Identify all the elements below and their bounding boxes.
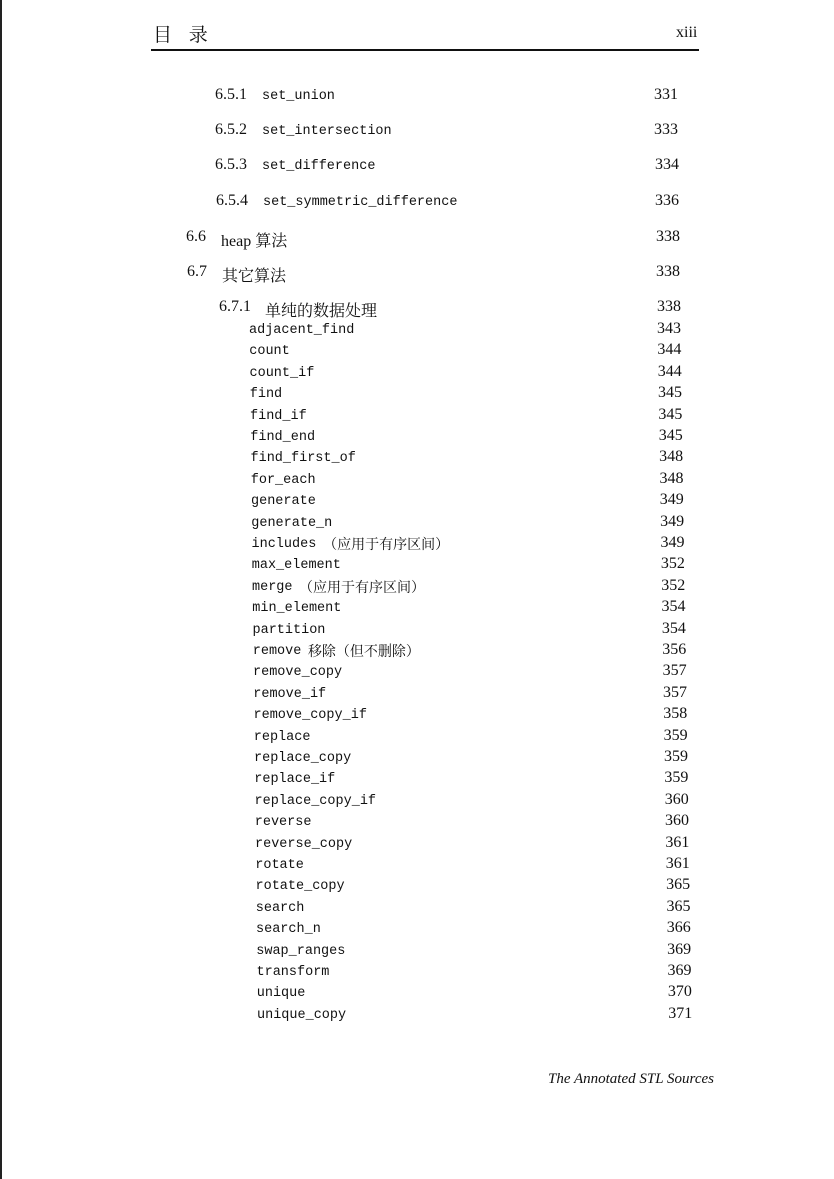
toc-item-partition[interactable] [0,620,834,642]
item-name: search_n [256,922,321,938]
item-page: 366 [666,919,691,937]
item-name: rotate_copy [255,879,345,895]
item-name: min_element [252,601,342,617]
item-name: find_first_of [250,451,356,467]
item-name: swap_ranges [256,943,346,959]
toc-item-remove-copy-if[interactable] [0,705,834,727]
item-page: 357 [662,662,687,680]
toc-item-includes[interactable] [0,534,834,556]
item-name: replace_copy_if [254,793,377,809]
item-page: 343 [657,320,681,337]
entry-page: 338 [657,298,681,315]
toc-item-replace-copy-if[interactable] [0,791,834,813]
item-name: remove [252,644,302,659]
entry-number: 6.5.2 [215,121,247,138]
item-page: 369 [667,940,692,958]
toc-item-adjacent-find[interactable] [0,320,834,342]
item-name: find [249,387,283,403]
toc-item-replace[interactable] [0,727,834,749]
toc-entry-6-6[interactable] [0,228,834,250]
item-page: 371 [668,1004,693,1022]
item-name: count_if [249,365,315,381]
entry-title: 其它算法 [222,268,287,285]
entry-page: 334 [655,156,679,173]
entry-page: 338 [656,228,680,245]
item-name: remove_if [253,686,327,702]
item-page: 344 [657,362,682,380]
item-note-wrap [323,534,449,554]
item-page: 359 [663,726,688,744]
toc-item-merge[interactable] [0,577,834,599]
item-page: 354 [661,619,686,637]
item-name: count [249,344,290,360]
toc-item-transform[interactable] [0,962,834,984]
toc-item-for-each[interactable] [0,470,834,492]
toc-item-count-if[interactable] [0,363,834,385]
item-name: reverse [254,815,312,831]
entry-title: heap 算法 [221,233,288,250]
item-note: （应用于有序区间） [299,580,425,596]
toc-item-find-first-of[interactable] [0,448,834,470]
item-name: includes [251,537,317,552]
item-page: 349 [660,512,685,530]
entry-number: 6.6 [186,228,206,245]
item-name: unique_copy [257,1007,347,1023]
item-page: 359 [664,769,689,787]
item-name: find_end [250,430,316,445]
toc-item-search[interactable] [0,898,834,920]
header-rule [151,49,699,51]
item-page: 358 [663,705,688,723]
item-note: 移除（但不删除） [307,645,420,660]
toc-item-replace-if[interactable] [0,769,834,791]
toc-entry-6-5-4[interactable] [0,192,834,214]
toc-entry-6-5-3[interactable] [0,156,834,178]
item-page: 345 [658,427,683,444]
item-name: find_if [250,408,307,424]
item-page: 348 [659,448,684,466]
toc-item-min-element[interactable] [0,598,834,620]
item-note: （应用于有序区间） [323,538,450,553]
entry-number: 6.5.4 [216,192,248,209]
item-name: replace [253,729,311,745]
entry-number: 6.5.3 [215,156,247,173]
item-name: remove_copy [253,665,343,681]
item-page: 370 [667,983,692,1001]
entry-page: 336 [655,192,679,209]
item-name: rotate [255,858,304,873]
item-page: 349 [659,491,684,509]
toc-item-remove-copy[interactable] [0,662,834,684]
item-page: 354 [661,598,686,616]
toc-item-generate-n[interactable] [0,513,834,535]
item-page: 360 [665,812,690,830]
item-name: max_element [251,558,341,574]
item-page: 352 [661,576,686,594]
item-page: 361 [665,833,690,851]
item-page: 369 [667,962,692,979]
toc-item-reverse-copy[interactable] [0,834,834,856]
toc-item-count[interactable] [0,341,834,363]
entry-page: 338 [656,263,680,280]
toc-entry-6-5-2[interactable] [0,121,834,143]
toc-item-swap-ranges[interactable] [0,941,834,963]
toc-item-unique-copy[interactable] [0,1005,834,1027]
toc-entry-6-7[interactable] [0,263,834,285]
entry-title: set_union [262,89,335,104]
item-page: 348 [659,469,684,487]
toc-item-reverse[interactable] [0,812,834,834]
entry-page: 333 [654,121,678,138]
item-name: search [255,900,305,916]
item-name: for_each [250,472,316,488]
toc-entry-6-7-1[interactable] [0,298,834,320]
item-name: transform [256,965,330,980]
toc-item-rotate[interactable] [0,855,834,877]
item-page: 360 [664,790,689,808]
entry-number: 6.7 [187,263,207,280]
toc-item-unique[interactable] [0,983,834,1005]
entry-number: 6.5.1 [215,86,247,103]
toc-item-find-if[interactable] [0,406,834,428]
item-name: generate [251,494,316,510]
entry-title: 单纯的数据处理 [265,303,378,320]
item-name: unique [256,986,306,1002]
item-name: replace_copy [254,751,352,766]
item-page: 352 [660,555,685,573]
item-page: 345 [658,384,683,402]
item-page: 345 [658,405,683,423]
item-name: reverse_copy [255,836,353,852]
entry-title: set_difference [262,159,376,174]
toc-item-rotate-copy[interactable] [0,876,834,898]
toc-item-find[interactable] [0,384,834,406]
toc-item-max-element[interactable] [0,555,834,577]
toc-item-remove-if[interactable] [0,684,834,706]
item-note-wrap [299,577,425,597]
toc-item-generate[interactable] [0,491,834,513]
toc-entry-6-5-1[interactable] [0,86,834,108]
item-page: 356 [662,641,687,658]
item-name: replace_if [254,772,336,788]
item-name: remove_copy_if [253,708,367,724]
item-page: 365 [666,876,691,894]
toc-item-search-n[interactable] [0,919,834,941]
item-name: generate_n [251,515,333,531]
entry-title: set_symmetric_difference [263,195,458,210]
item-name: adjacent_find [249,323,355,338]
item-page: 344 [657,341,682,359]
footer-book-title: The Annotated STL Sources [548,1071,714,1087]
toc-item-find-end[interactable] [0,427,834,449]
item-page: 361 [665,855,690,872]
item-page: 357 [662,683,687,701]
item-name: partition [252,622,326,638]
item-page: 365 [666,897,691,915]
toc-item-remove[interactable] [0,641,834,663]
header-page-label: xiii [676,24,698,41]
entry-number: 6.7.1 [219,298,251,315]
entry-title: set_intersection [262,124,392,139]
item-name: merge [252,579,293,595]
entry-page: 331 [654,86,678,103]
header-title: 目 录 [153,25,214,46]
toc-item-replace-copy[interactable] [0,748,834,770]
item-note-wrap [308,641,420,661]
item-page: 359 [664,748,688,765]
item-page: 349 [660,534,685,551]
